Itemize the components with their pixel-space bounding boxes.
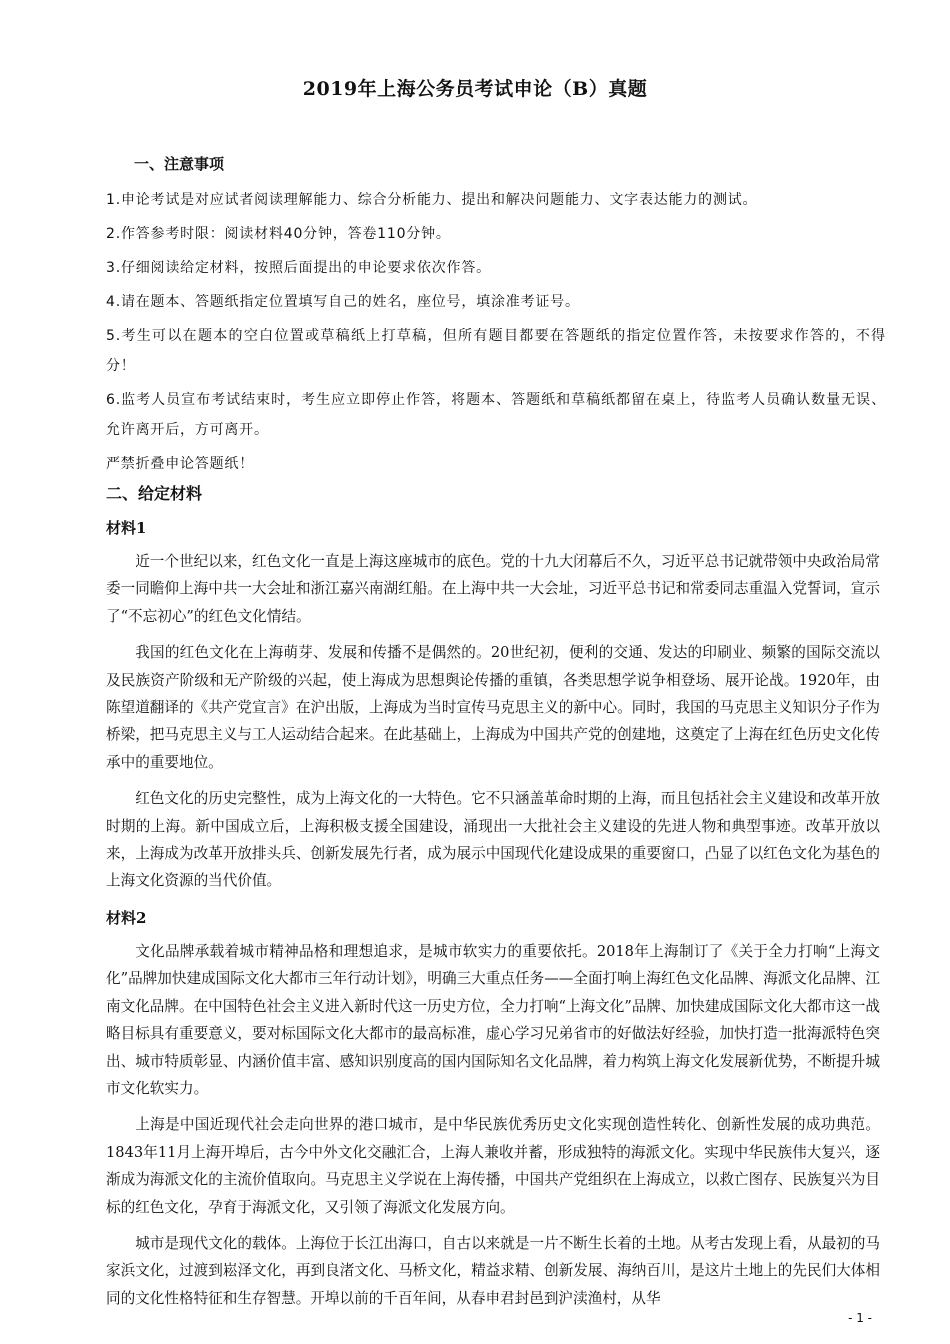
material-paragraph: 近一个世纪以来，红色文化一直是上海这座城市的底色。党的十九大闭幕后不久，习近平总书记就带领中央政治局常委一同瞻仰上海中共一大会址和浙江嘉兴南湖红船。在上海中共一大会址，习近平总书记和常委同志重温入党誓词，宣示了“不忘初心”的红色文化情结。 [106,553,880,625]
page-number: - 1 - [848,1311,872,1325]
material-paragraph: 城市是现代文化的载体。上海位于长江出海口，自古以来就是一片不断生长着的土地。从考古发现上看，从最初的马家浜文化，过渡到崧泽文化，再到良渚文化、马桥文化，精益求精、创新发展、海纳百川，是这片土地上的先民们大体相同的文化性格特征和生存智慧。开埠以前的千百年间，从春申君封邑到沪渎渔村，从华 [106,1234,880,1307]
material-paragraph: 上海是中国近现代社会走向世界的港口城市，是中华民族优秀历史文化实现创造性转化、创新性发展的成功典范。1843年11月上海开埠后，古今中外文化交融汇合，上海人兼收并蓄，形成独特的海派文化。实现中华民族伟大复兴，逐渐成为海派文化的主流价值取向。马克思主义学说在上海传播，中国共产党组织在上海成立，以救亡图存、民族复兴为目标的红色文化，孕育于海派文化，又引领了海派文化发展方向。 [106,1116,880,1216]
notice-item: 4.请在题本、答题纸指定位置填写自己的姓名，座位号，填涂准考证号。 [106,294,580,310]
notice-item: 6.监考人员宣布考试结束时，考生应立即停止作答，将题本、答题纸和草稿纸都留在桌上，待监考人员确认数量无误、允许离开后，方可离开。 [106,392,886,438]
notice-item: 1.申论考试是对应试者阅读理解能力、综合分析能力、提出和解决问题能力、文字表达能力的测试。 [106,192,758,208]
notice-list [106,185,886,483]
notice-item: 5.考生可以在题本的空白位置或草稿纸上打草稿，但所有题目都要在答题纸的指定位置作答，未按要求作答的，不得分！ [106,328,886,374]
material-1-label: 材料1 [106,519,147,537]
document-title: 2019年上海公务员考试申论（B）真题 [302,78,648,100]
material-2-label: 材料2 [106,908,147,927]
material-paragraph: 我国的红色文化在上海萌芽、发展和传播不是偶然的。20世纪初，便利的交通、发达的印刷业、频繁的国际交流以及民族资产阶级和无产阶级的兴起，使上海成为思想舆论传播的重镇，各类思想学说争相登场、展开论战。1920年，由陈望道翻译的《共产党宣言》在沪出版，上海成为当时宣传马克思主义的新中心。同时，我国的马克思主义知识分子作为桥梁，把马克思主义与工人运动结合起来。在此基础上，上海成为中国共产党的创建地，这奠定了上海在红色历史文化传承中的重要地位。 [106,644,880,771]
notice-item: 3.仔细阅读给定材料，按照后面提出的申论要求依次作答。 [106,260,491,276]
notice-warning: 严禁折叠申论答题纸！ [106,456,254,472]
material-paragraph: 文化品牌承载着城市精神品格和理想追求，是城市软实力的重要依托。2018年上海制订了《关于全力打响“上海文化”品牌加快建成国际文化大都市三年行动计划》，明确三大重点任务——全面打响上海红色文化品牌、海派文化品牌、江南文化品牌。在中国特色社会主义进入新时代这一历史方位，全力打响“上海文化”品牌、加快建成国际文化大都市这一战略目标具有重要意义，要对标国际文化大都市的最高标准，虚心学习兄弟省市的好做法好经验，加快打造一批海派特色突出、城市特质彰显、内涵价值丰富、感知识别度高的国内国际知名文化品牌，着力构筑上海文化发展新优势，不断提升城市文化软实力。 [106,942,880,1097]
notice-item: 2.作答参考时限：阅读材料40分钟，答卷110分钟。 [106,226,451,242]
notice-heading: 一、注意事项 [134,155,225,173]
material-paragraph: 红色文化的历史完整性，成为上海文化的一大特色。它不只涵盖革命时期的上海，而且包括社会主义建设和改革开放时期的上海。新中国成立后，上海积极支援全国建设，涌现出一大批社会主义建设的先进人物和典型事迹。改革开放以来，上海成为改革开放排头兵、创新发展先行者，成为展示中国现代化建设成果的重要窗口，凸显了以红色文化为基色的上海文化资源的当代价值。 [106,790,880,890]
materials-heading: 二、给定材料 [106,484,203,503]
materials-body [106,514,880,1321]
